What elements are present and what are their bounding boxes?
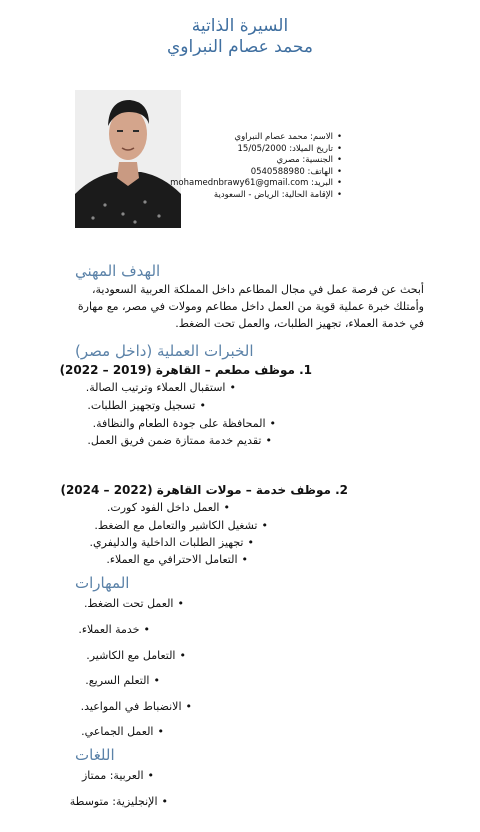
info-row — [170, 155, 342, 167]
skill-item: •التعامل مع الكاشير. — [86, 649, 186, 662]
skill-item: •خدمة العملاء. — [78, 623, 150, 636]
info-phone: الهاتف: 0540588980 — [250, 166, 333, 177]
bullet: • — [336, 166, 342, 177]
person-name: محمد عصام النبراوي — [166, 37, 313, 57]
bullet: • — [336, 178, 342, 189]
bullet: • — [336, 143, 342, 154]
info-email: البريد: mohamednbrawy61@gmail.com — [170, 178, 333, 189]
info-row — [170, 132, 342, 144]
info-row — [170, 144, 342, 156]
job-title-1: 1. موظف مطعم – القاهرة (2019 – 2022) — [59, 363, 312, 377]
duty-item: •المحافظة على جودة الطعام والنظافة. — [92, 417, 276, 430]
info-row — [170, 190, 342, 202]
skills-heading: المهارات — [75, 574, 130, 592]
person-portrait-icon — [75, 90, 181, 228]
objective-text: أبحث عن فرصة عمل في مجال المطاعم داخل المملكة العربية السعودية، وأمتلك خبرة عملية قوية من العمل داخل مطاعم ومولات في مصر، مع مهارة في خدمة العملاء، تجهيز الطلبات، والعمل تحت الضغط. — [77, 283, 424, 330]
bullet: • — [336, 155, 342, 166]
languages-heading: اللغات — [75, 746, 115, 764]
duty-item: •تقديم خدمة ممتازة ضمن فريق العمل. — [87, 434, 272, 447]
bullet: • — [336, 189, 342, 200]
info-row — [170, 167, 342, 179]
language-item: •الإنجليزية: متوسطة — [69, 795, 168, 808]
info-birthdate: تاريخ الميلاد: 15/05/2000 — [237, 143, 333, 154]
skill-item: •العمل تحت الضغط. — [83, 597, 184, 610]
job-title-2: 2. موظف خدمة – مولات القاهرة (2022 – 2024) — [60, 483, 348, 497]
skill-item: •التعلم السريع. — [85, 674, 160, 687]
bullet: • — [336, 132, 342, 142]
duty-item: •تشغيل الكاشير والتعامل مع الضغط. — [94, 519, 268, 532]
cv-title: السيرة الذاتية — [191, 16, 289, 36]
experience-heading: الخبرات العملية (داخل مصر) — [75, 342, 254, 360]
duty-item: •التعامل الاحترافي مع العملاء. — [106, 553, 248, 566]
duty-item: •تجهيز الطلبات الداخلية والدليفري. — [89, 536, 254, 549]
duty-item: •تسجيل وتجهيز الطلبات. — [87, 399, 206, 412]
language-item: •العربية: ممتاز — [82, 769, 154, 782]
duty-item: •استقبال العملاء وترتيب الصالة. — [85, 381, 236, 394]
info-name: الاسم: محمد عصام النبراوي — [234, 132, 333, 142]
info-residence: الإقامة الحالية: الرياض - السعودية — [213, 189, 333, 200]
skill-item: •الانضباط في المواعيد. — [80, 700, 192, 713]
duty-item: •العمل داخل الفود كورت. — [106, 501, 230, 514]
profile-photo — [75, 90, 181, 228]
objective-heading: الهدف المهني — [75, 262, 161, 280]
info-row — [170, 178, 342, 190]
info-nationality: الجنسية: مصري — [276, 155, 333, 166]
skill-item: •العمل الجماعي. — [81, 725, 164, 738]
personal-info-list — [170, 132, 342, 202]
